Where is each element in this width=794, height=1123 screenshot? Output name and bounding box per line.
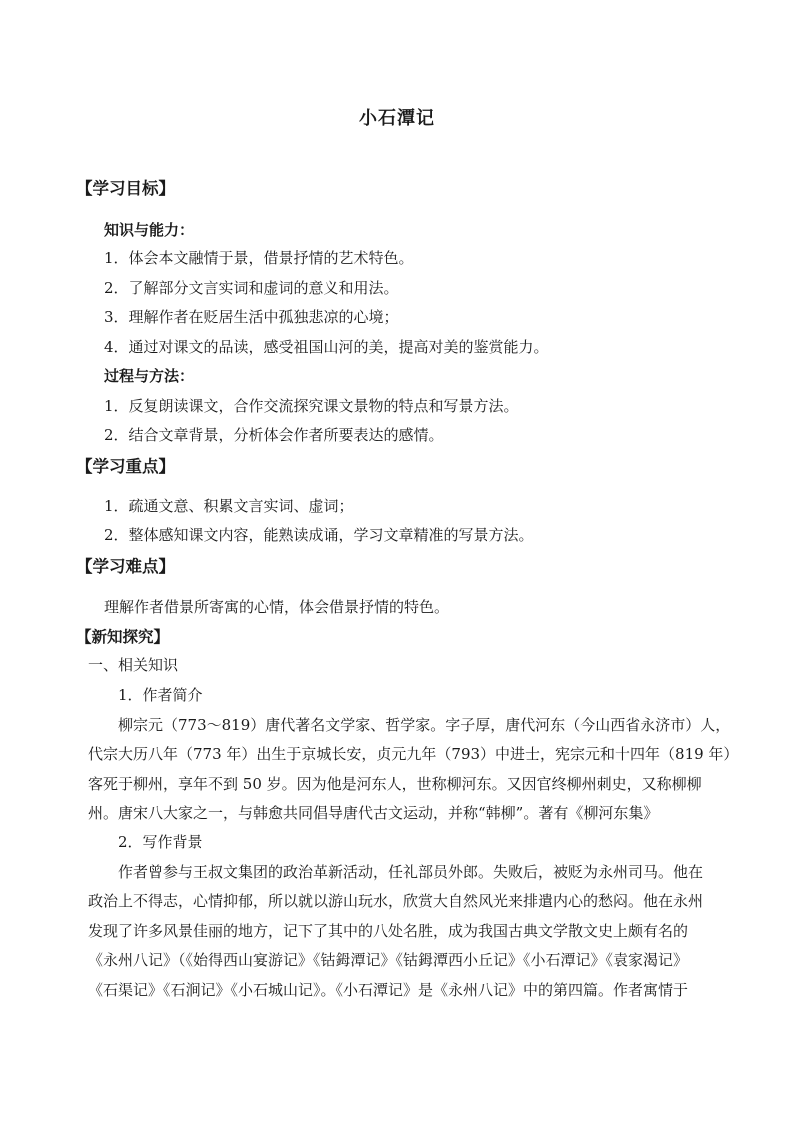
author-line: 代宗大历八年（773 年）出生于京城长安，贞元九年（793）中进士，宪宗元和十四年（819 年） (88, 745, 739, 763)
key-item: 2．整体感知课文内容，能熟读成诵，学习文章精准的写景方法。 (104, 526, 534, 544)
section-heading-key-points: 【学习重点】 (76, 457, 175, 476)
background-line: 《石渠记》《石涧记》《小石城山记》。《小石潭记》是《永州八记》中的第四篇。作者寓情于 (88, 981, 689, 999)
difficulty-text: 理解作者借景所寄寓的心情，体会借景抒情的特色。 (104, 598, 450, 616)
author-intro-heading: 1．作者简介 (118, 686, 203, 704)
process-item: 1．反复朗读课文，合作交流探究课文景物的特点和写景方法。 (104, 397, 519, 415)
author-line: 州。唐宋八大家之一，与韩愈共同倡导唐代古文运动，并称“韩柳”。著有《柳河东集》 (88, 804, 659, 822)
process-method-heading: 过程与方法： (104, 367, 195, 385)
background-line: 《永州八记》（《始得西山宴游记》《钴鉧潭记》《钴鉧潭西小丘记》《小石潭记》《袁家渴记》 (88, 951, 689, 969)
process-item: 2．结合文章背景，分析体会作者所要表达的感情。 (104, 426, 444, 444)
goal-item: 1．体会本文融情于景，借景抒情的艺术特色。 (104, 249, 414, 267)
background-line: 作者曾参与王叔文集团的政治革新活动，任礼部员外郎。失败后，被贬为永州司马。他在 (118, 863, 704, 881)
goal-item: 2．了解部分文言实词和虚词的意义和用法。 (104, 279, 399, 297)
background-line: 发现了许多风景佳丽的地方，记下了其中的八处名胜，成为我国古典文学散文史上颇有名的 (88, 922, 689, 940)
section-heading-explore: 【新知探究】 (76, 627, 170, 646)
section-heading-goals: 【学习目标】 (76, 179, 175, 198)
part-one-heading: 一、相关知识 (88, 656, 179, 674)
background-line: 政治上不得志，心情抑郁，所以就以游山玩水，欣赏大自然风光来排遣内心的愁闷。他在永州 (88, 892, 704, 910)
knowledge-ability-heading: 知识与能力： (104, 221, 195, 239)
document-title: 小石潭记 (359, 108, 435, 129)
author-line: 柳宗元（773～819）唐代著名文学家、哲学家。字子厚，唐代河东（今山西省永济市）人， (118, 716, 731, 734)
goal-item: 4．通过对课文的品读，感受祖国山河的美，提高对美的鉴赏能力。 (104, 338, 549, 356)
key-item: 1．疏通文意、积累文言实词、虚词； (104, 497, 354, 515)
background-heading: 2．写作背景 (118, 833, 203, 851)
goal-item: 3．理解作者在贬居生活中孤独悲凉的心境； (104, 308, 399, 326)
section-heading-difficulty: 【学习难点】 (76, 557, 175, 576)
author-line: 客死于柳州，享年不到 50 岁。因为他是河东人，世称柳河东。又因官终柳州刺史，又称柳柳 (88, 775, 702, 793)
